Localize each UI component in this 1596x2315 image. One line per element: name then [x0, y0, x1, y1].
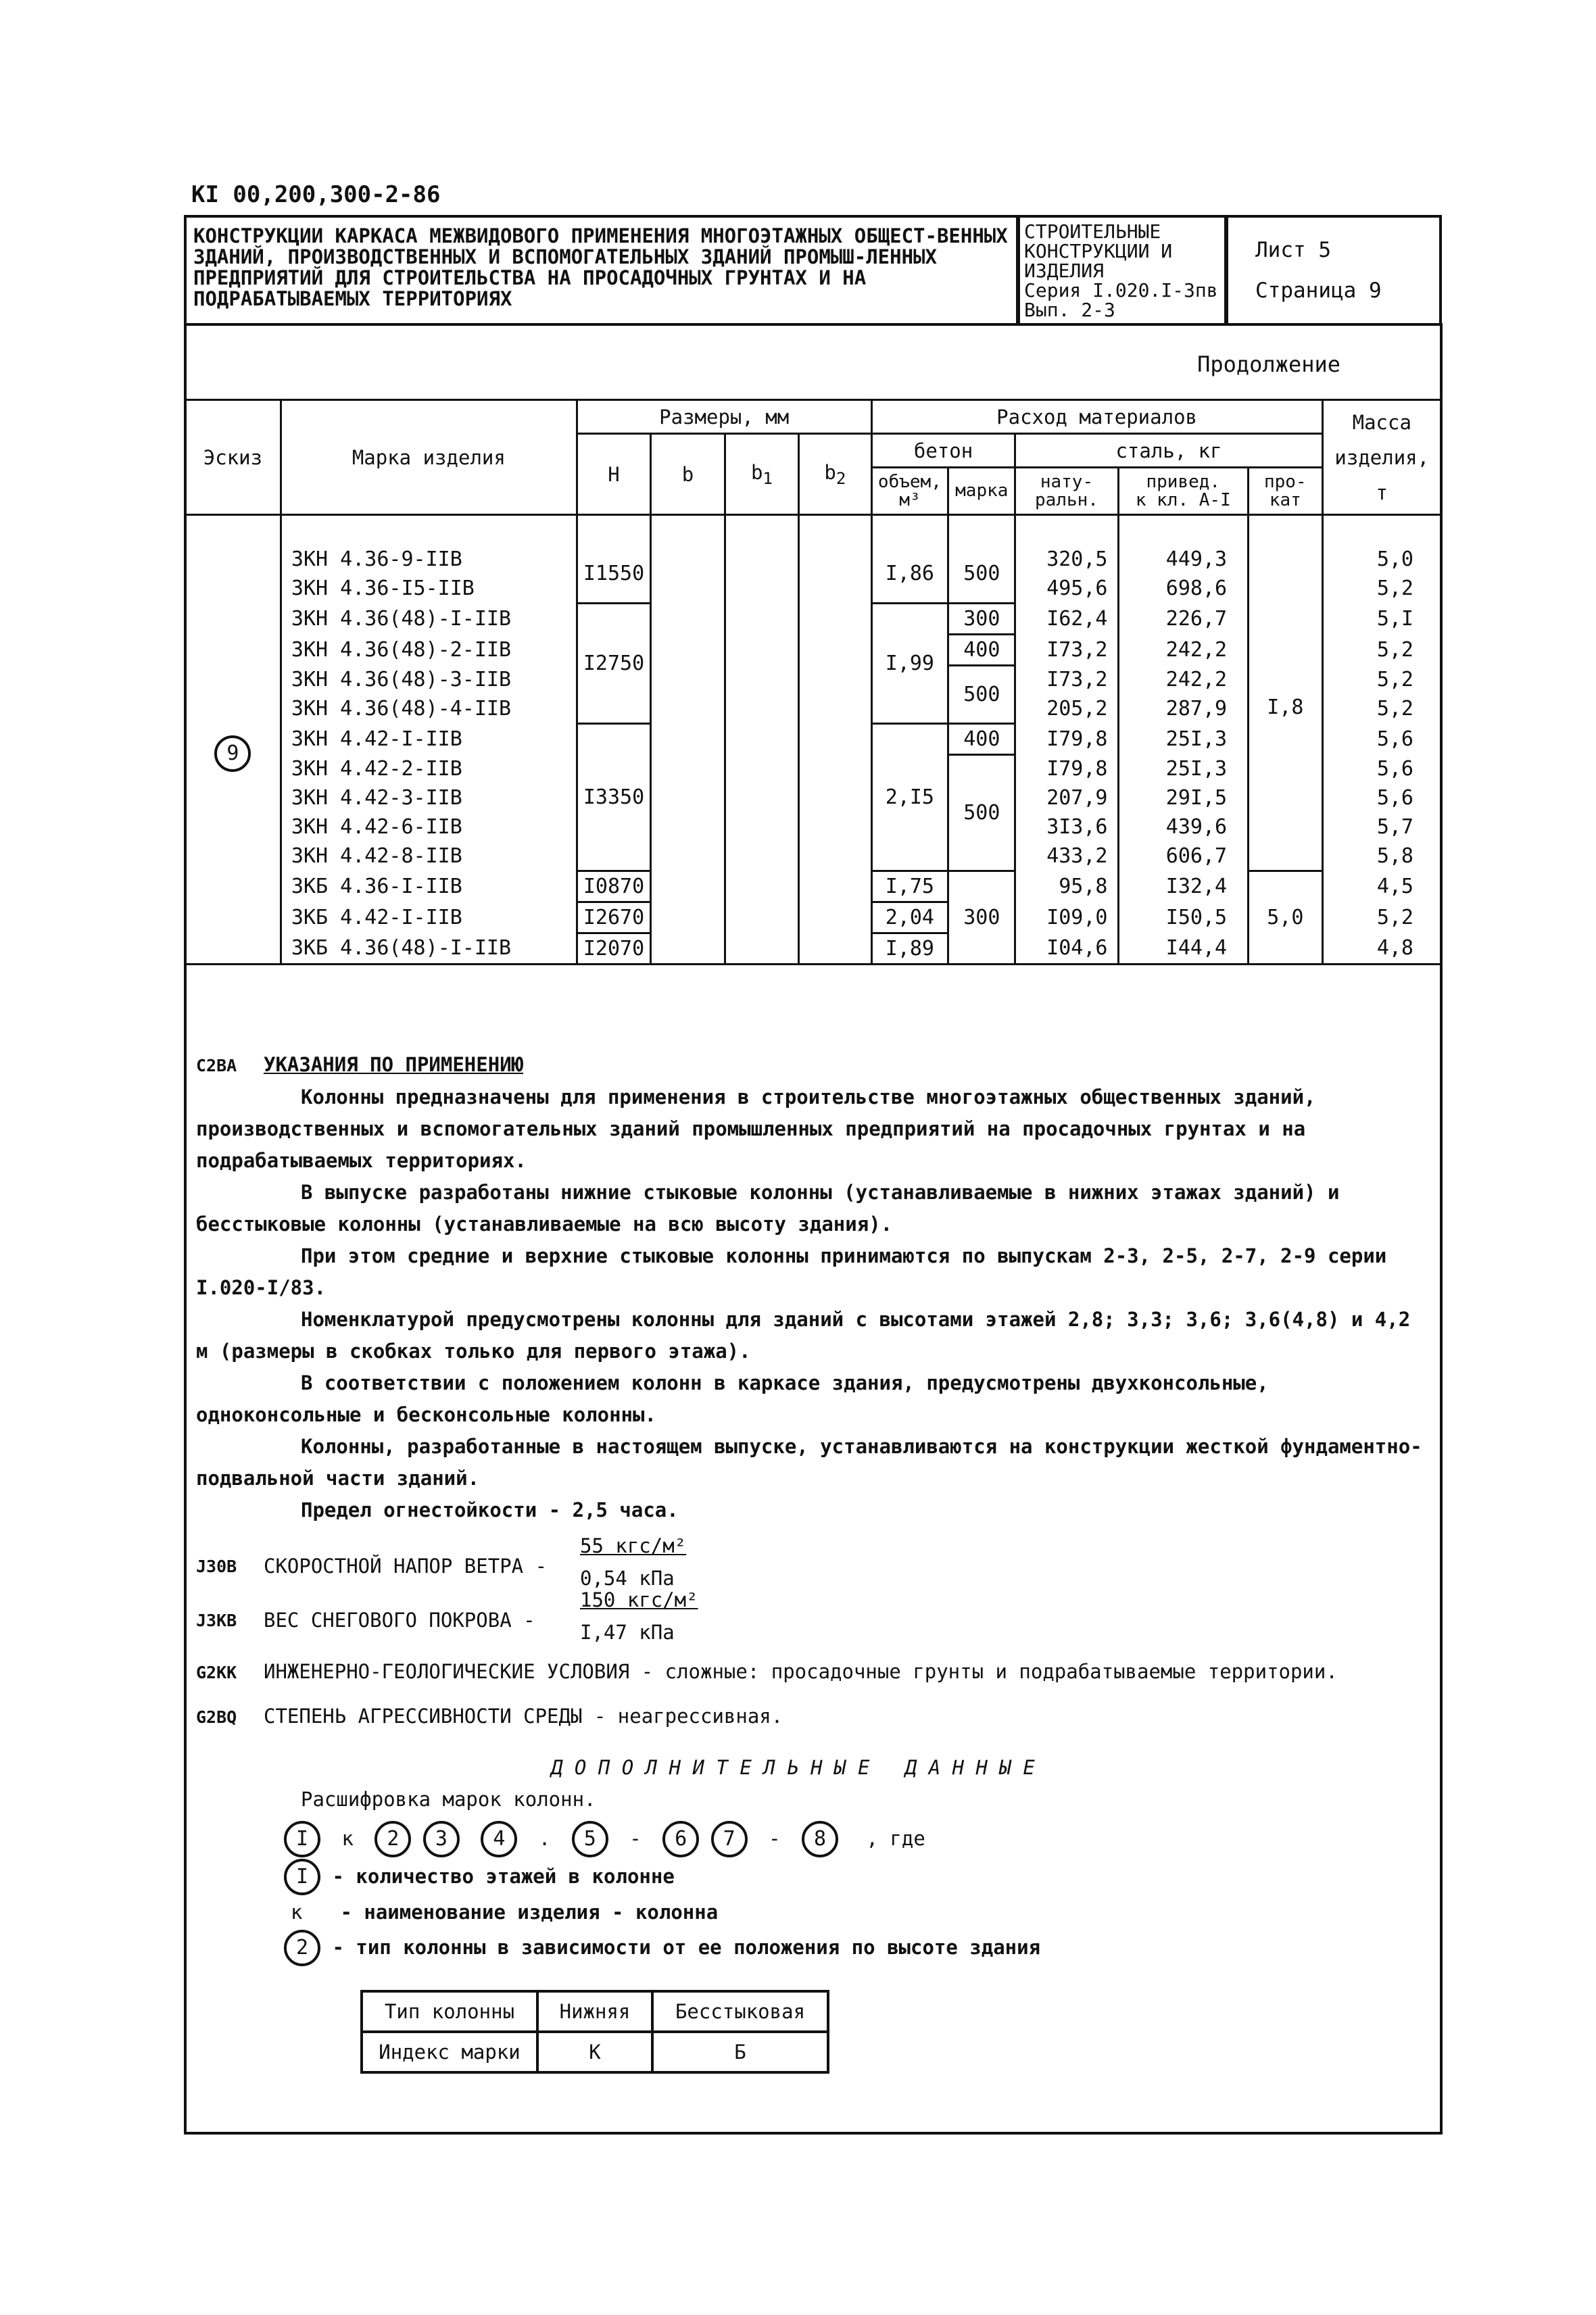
- mark-row-13: 3КБ 4.42-I-IIВ: [281, 902, 577, 933]
- formula-circle-3: 3: [423, 1821, 460, 1857]
- mass-label-3: т: [1376, 481, 1388, 504]
- mark-row-2: 3КН 4.36-I5-IIВ: [281, 574, 577, 603]
- mark-row-9: 3КН 4.42-3-IIВ: [281, 783, 577, 812]
- volume-6: I,89: [871, 933, 948, 964]
- header-mass: [1322, 400, 1441, 515]
- natural-6: 205,2: [1015, 694, 1118, 723]
- natural-8: I79,8: [1015, 754, 1118, 783]
- continuation-label: Продолжение: [1197, 351, 1340, 377]
- header-H: H: [577, 434, 650, 515]
- reduced-12: I32,4: [1118, 871, 1249, 902]
- header-sketch: Эскиз: [185, 400, 281, 515]
- volume-3: 2,I5: [871, 723, 948, 871]
- rolled-2: 5,0: [1249, 871, 1322, 964]
- reduced-9: 29I,5: [1118, 783, 1249, 812]
- def-circle-2: 2: [284, 1930, 320, 1966]
- reduced-label-1: привед.: [1146, 471, 1221, 492]
- mass-7: 5,6: [1322, 723, 1441, 754]
- mark-row-11: 3КН 4.42-8-IIВ: [281, 842, 577, 871]
- mark-row-8: 3КН 4.42-2-IIВ: [281, 754, 577, 783]
- wind-value-kpa: 0,54 кПа: [580, 1567, 675, 1590]
- b1-letter: b: [750, 460, 763, 484]
- natural-label-1: нату-: [1040, 471, 1094, 492]
- mass-8: 5,6: [1322, 754, 1441, 783]
- natural-2: 495,6: [1015, 574, 1118, 603]
- mark-row-7: 3КН 4.42-I-IIВ: [281, 723, 577, 754]
- grade-1: 500: [948, 545, 1015, 603]
- reduced-label-2: к кл. А-I: [1135, 489, 1231, 510]
- reduced-10: 439,6: [1118, 812, 1249, 842]
- mark-row-12: 3КБ 4.36-I-IIВ: [281, 871, 577, 902]
- mass-5: 5,2: [1322, 665, 1441, 694]
- header-dimensions: Размеры, мм: [577, 400, 871, 434]
- grade-4: 500: [948, 665, 1015, 723]
- formula-dash-1: -: [629, 1827, 642, 1850]
- usage-title: УКАЗАНИЯ ПО ПРИМЕНЕНИЮ: [264, 1053, 524, 1076]
- column-type-table: [360, 1990, 829, 2074]
- grade-7: 300: [948, 871, 1015, 964]
- code-j3kb: J3КВ: [196, 1611, 237, 1630]
- mass-14: 4,8: [1322, 933, 1441, 964]
- series-line-5: Вып. 2-3: [1024, 299, 1115, 321]
- reduced-3: 226,7: [1118, 603, 1249, 634]
- natural-14: I04,6: [1015, 933, 1118, 964]
- formula-circle-1: I: [284, 1821, 320, 1857]
- code-g2bq: G2ВQ: [196, 1707, 237, 1727]
- title-series: [1017, 215, 1227, 326]
- volume-2: I,99: [871, 603, 948, 723]
- formula-circle-4: 4: [481, 1821, 517, 1857]
- header-b2: [799, 434, 871, 515]
- geology-text: ИНЖЕНЕРНО-ГЕОЛОГИЧЕСКИЕ УСЛОВИЯ - сложные: просадочные грунты и подрабатываемые территории.: [264, 1660, 1338, 1683]
- mark-row-6: 3КН 4.36(48)-4-IIВ: [281, 694, 577, 723]
- natural-9: 207,9: [1015, 783, 1118, 812]
- def-circle-1: I: [284, 1859, 320, 1895]
- wind-value-kgf: 55 кгс/м²: [580, 1534, 687, 1557]
- mass-6: 5,2: [1322, 694, 1441, 723]
- snow-load: [196, 1584, 1426, 1652]
- b2-sub: 2: [836, 468, 846, 488]
- series-line-2: КОНСТРУКЦИИ И: [1024, 240, 1173, 262]
- mass-9: 5,6: [1322, 783, 1441, 812]
- title-main: [184, 215, 1019, 326]
- natural-1: 320,5: [1015, 545, 1118, 574]
- header-natural: [1015, 468, 1118, 515]
- volume-label: объем,: [877, 471, 942, 492]
- mass-label-2: изделия,: [1334, 445, 1430, 469]
- H-2: I2750: [577, 603, 650, 723]
- header-mark: Марка изделия: [281, 400, 577, 515]
- mark-row-5: 3КН 4.36(48)-3-IIВ: [281, 665, 577, 694]
- products-table: [184, 399, 1443, 965]
- series-line-3: ИЗДЕЛИЯ: [1024, 260, 1105, 282]
- def-2-text: - тип колонны в зависимости от ее положения по высоте здания: [332, 1936, 1041, 1959]
- natural-12: 95,8: [1015, 871, 1118, 902]
- reduced-2: 698,6: [1118, 574, 1249, 603]
- reduced-14: I44,4: [1118, 933, 1249, 964]
- decode-intro: Расшифровка марок колонн.: [301, 1788, 596, 1811]
- b2-letter: b: [824, 460, 836, 484]
- snow-value-kgf: 150 кгс/м²: [580, 1588, 698, 1611]
- header-b1: [725, 434, 798, 515]
- code-j30b: J30В: [196, 1557, 237, 1576]
- natural-5: I73,2: [1015, 665, 1118, 694]
- rolled-label-2: кат: [1269, 489, 1301, 510]
- type-table-r2: К: [537, 2032, 652, 2072]
- mark-row-14: 3КБ 4.36(48)-I-IIВ: [281, 933, 577, 964]
- title-sheet: [1226, 215, 1442, 326]
- extra-data-title: Д О П О Л Н И Т Е Л Ь Н Ы Е Д А Н Н Ы Е: [551, 1756, 1035, 1779]
- snow-value-kpa: I,47 кПа: [580, 1621, 675, 1644]
- formula-circle-2: 2: [374, 1821, 411, 1857]
- definition-k: [196, 1897, 1426, 1928]
- header-materials: Расход материалов: [871, 400, 1322, 434]
- type-table-h3: Бесстыковая: [652, 1991, 828, 2032]
- grade-5: 400: [948, 723, 1015, 754]
- formula-circle-6: 6: [662, 1821, 699, 1857]
- rolled-label-1: про-: [1264, 471, 1307, 492]
- H-5: I2670: [577, 902, 650, 933]
- document-code: КI 00,200,300-2-86: [191, 181, 441, 208]
- rolled-1: I,8: [1249, 545, 1322, 871]
- snow-label: ВЕС СНЕГОВОГО ПОКРОВА -: [264, 1609, 535, 1632]
- usage-paragraph-7: Предел огнестойкости - 2,5 часа.: [301, 1498, 679, 1521]
- sketch-cell: [185, 545, 281, 964]
- natural-10: 3I3,6: [1015, 812, 1118, 842]
- title-text: КОНСТРУКЦИИ КАРКАСА МЕЖВИДОВОГО ПРИМЕНЕНИЯ МНОГОЭТАЖНЫХ ОБЩЕСТ-ВЕННЫХ ЗДАНИЙ, ПРОИЗВОДСТВЕННЫХ И ВСПОМОГАТЕЛЬНЫХ ЗДАНИЙ ПРОМЫШ-ЛЕННЫХ ПРЕДПРИЯТИЙ ДЛЯ СТРОИТЕЛЬСТВА НА ПРОСАДОЧНЫХ ГРУНТАХ И НА ПОДРАБАТЫВАЕМЫХ ТЕРРИТОРИЯХ: [193, 224, 1008, 310]
- mark-row-3: 3КН 4.36(48)-I-IIВ: [281, 603, 577, 634]
- header-reduced: [1118, 468, 1249, 515]
- mass-3: 5,I: [1322, 603, 1441, 634]
- formula-dash-2: -: [769, 1827, 781, 1850]
- sheet-number: Лист 5: [1255, 238, 1331, 262]
- b1-sub: 1: [763, 468, 773, 488]
- header-steel: сталь, кг: [1015, 434, 1322, 468]
- grade-2: 300: [948, 603, 1015, 634]
- definition-2: [196, 1930, 1426, 1966]
- reduced-8: 25I,3: [1118, 754, 1249, 783]
- formula-circle-8: 8: [802, 1821, 838, 1857]
- natural-7: I79,8: [1015, 723, 1118, 754]
- mass-11: 5,8: [1322, 842, 1441, 871]
- usage-paragraph-1: Колонны предназначены для применения в строительстве многоэтажных общественных зданий, производственных и вспомогательных зданий промышленных предприятий на просадочных грунтах и на подрабатываемых территориях.: [196, 1086, 1316, 1172]
- aggressiveness-text: СТЕПЕНЬ АГРЕССИВНОСТИ СРЕДЫ - неагрессивная.: [264, 1705, 783, 1728]
- natural-4: I73,2: [1015, 634, 1118, 665]
- sketch-number: 9: [214, 735, 251, 772]
- natural-label-2: ральн.: [1035, 489, 1098, 510]
- reduced-5: 242,2: [1118, 665, 1249, 694]
- type-table-h2: Нижняя: [537, 1991, 652, 2032]
- usage-paragraph-6: Колонны, разработанные в настоящем выпуске, устанавливаются на конструкции жесткой фундаментно-подвальной части зданий.: [196, 1435, 1422, 1490]
- natural-11: 433,2: [1015, 842, 1118, 871]
- header-b: b: [651, 434, 725, 515]
- usage-paragraph-3: При этом средние и верхние стыковые колонны принимаются по выпускам 2-3, 2-5, 2-7, 2-9 серии I.020-I/83.: [196, 1244, 1387, 1299]
- mass-12: 4,5: [1322, 871, 1441, 902]
- usage-paragraph-2: В выпуске разработаны нижние стыковые колонны (устанавливаемые в нижних этажах зданий) и бесстыковые колонны (устанавливаемые на всю высоту здания).: [196, 1181, 1340, 1236]
- def-1-text: - количество этажей в колонне: [332, 1865, 675, 1888]
- mass-label-1: Масса: [1352, 410, 1411, 434]
- header-concrete: бетон: [871, 434, 1015, 468]
- notes-section: [196, 1049, 1426, 1966]
- header-rolled: [1249, 468, 1322, 515]
- reduced-11: 606,7: [1118, 842, 1249, 871]
- code-c2ba: С2ВА: [196, 1056, 237, 1075]
- volume-5: 2,04: [871, 902, 948, 933]
- usage-paragraph-4: Номенклатурой предусмотрены колонны для зданий с высотами этажей 2,8; 3,3; 3,6; 3,6(4,8) и 4,2 м (размеры в скобках только для первого этажа).: [196, 1308, 1411, 1363]
- reduced-1: 449,3: [1118, 545, 1249, 574]
- volume-4: I,75: [871, 871, 948, 902]
- header-volume: [871, 468, 948, 515]
- H-3: I3350: [577, 723, 650, 871]
- H-4: I0870: [577, 871, 650, 902]
- formula-where: , где: [866, 1827, 925, 1850]
- series-line-1: СТРОИТЕЛЬНЫЕ: [1024, 220, 1161, 243]
- mass-2: 5,2: [1322, 574, 1441, 603]
- type-table-r3: Б: [652, 2032, 828, 2072]
- grade-3: 400: [948, 634, 1015, 665]
- reduced-13: I50,5: [1118, 902, 1249, 933]
- formula-circle-5: 5: [572, 1821, 608, 1857]
- mark-formula: [196, 1821, 1426, 1857]
- usage-paragraph-5: В соответствии с положением колонн в каркасе здания, предусмотрены двухконсольные, одноконсольные и бесконсольные колонны.: [196, 1371, 1269, 1426]
- natural-3: I62,4: [1015, 603, 1118, 634]
- header-grade: марка: [948, 468, 1015, 515]
- wind-label: СКОРОСТНОЙ НАПОР ВЕТРА -: [264, 1555, 548, 1578]
- mark-row-1: 3КН 4.36-9-IIВ: [281, 545, 577, 574]
- mass-10: 5,7: [1322, 812, 1441, 842]
- mass-13: 5,2: [1322, 902, 1441, 933]
- mark-row-4: 3КН 4.36(48)-2-IIВ: [281, 634, 577, 665]
- def-k-letter: к: [291, 1901, 303, 1924]
- def-k-text: - наименование изделия - колонна: [340, 1901, 719, 1924]
- volume-unit: м³: [899, 489, 921, 510]
- H-1: I1550: [577, 545, 650, 603]
- page-number: Страница 9: [1255, 278, 1382, 303]
- grade-6: 500: [948, 754, 1015, 871]
- definition-1: [196, 1859, 1426, 1895]
- volume-1: I,86: [871, 545, 948, 603]
- reduced-4: 242,2: [1118, 634, 1249, 665]
- series-line-4: Серия I.020.I-3пв: [1024, 279, 1218, 301]
- reduced-7: 25I,3: [1118, 723, 1249, 754]
- code-g2kk: G2КК: [196, 1663, 237, 1682]
- formula-circle-7: 7: [711, 1821, 748, 1857]
- type-table-h1: Тип колонны: [362, 1991, 537, 2032]
- formula-k: к: [341, 1827, 354, 1850]
- type-table-r1: Индекс марки: [362, 2032, 537, 2072]
- reduced-6: 287,9: [1118, 694, 1249, 723]
- mass-4: 5,2: [1322, 634, 1441, 665]
- mark-row-10: 3КН 4.42-6-IIВ: [281, 812, 577, 842]
- H-6: I2070: [577, 933, 650, 964]
- natural-13: I09,0: [1015, 902, 1118, 933]
- formula-dot: .: [538, 1827, 551, 1850]
- mass-1: 5,0: [1322, 545, 1441, 574]
